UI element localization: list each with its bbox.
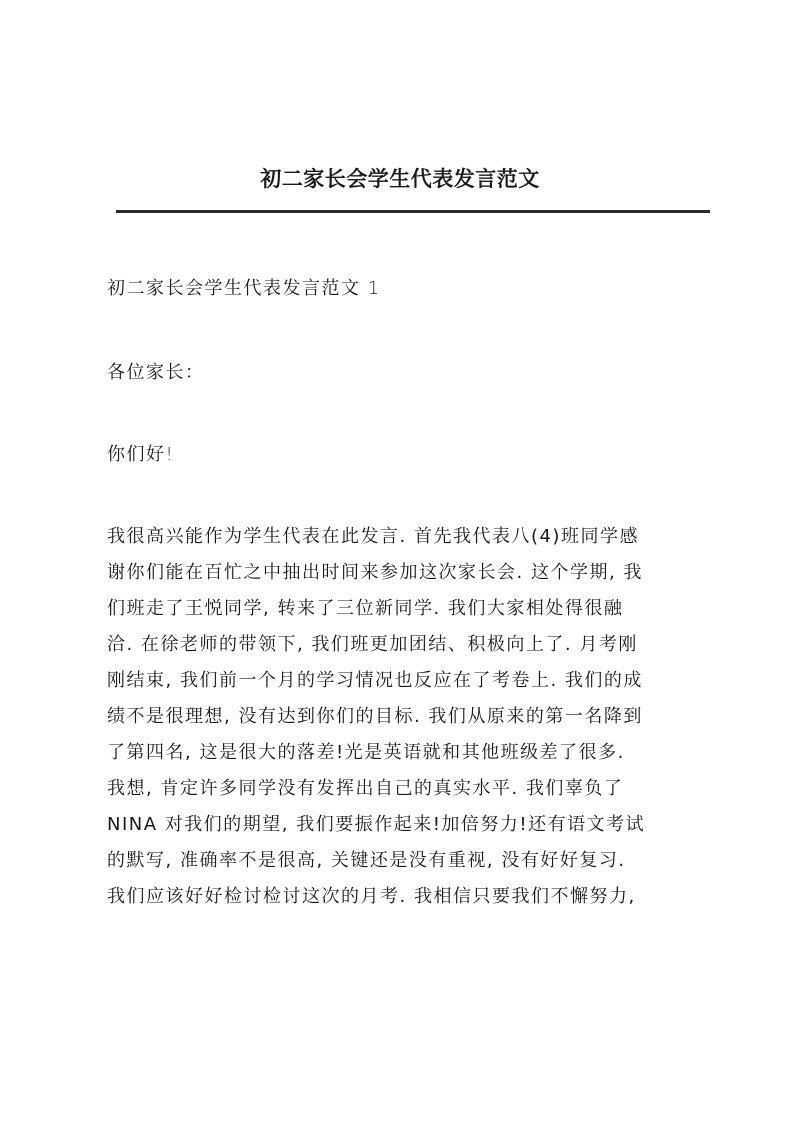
document-title: 初二家长会学生代表发言范文 — [260, 166, 540, 191]
body-paragraph — [107, 522, 699, 918]
body-line: 的默写, 准确率不是很高, 关键还是没有重视, 没有好好复习. — [107, 850, 626, 871]
body-line: 了第四名, 这是很大的落差!光是英语就和其他班级差了很多. — [107, 742, 625, 763]
body-line: 谢你们能在百忙之中抽出时间来参加这次家长会. 这个学期, 我 — [107, 562, 643, 583]
hello-text: 你们好! — [107, 444, 175, 465]
body-line: NINA 对我们的期望, 我们要振作起来!加倍努力!还有语文考试 — [107, 814, 646, 835]
body-line: 刚结束, 我们前一个月的学习情况也反应在了考卷上. 我们的成 — [107, 670, 643, 691]
body-line: 们班走了王悦同学, 转来了三位新同学. 我们大家相处得很融 — [107, 598, 624, 619]
body-line: 我很高兴能作为学生代表在此发言. 首先我代表八(4)班同学感 — [107, 526, 639, 547]
body-line: 我们应该好好检讨检讨这次的月考. 我相信只要我们不懈努力, — [107, 886, 636, 907]
title-underline — [116, 210, 710, 213]
section-heading: 初二家长会学生代表发言范文 1 — [107, 278, 381, 299]
body-line: 洽. 在徐老师的带领下, 我们班更加团结、积极向上了. 月考刚 — [107, 634, 638, 655]
body-line: 绩不是很理想, 没有达到你们的目标. 我们从原来的第一名降到 — [107, 706, 643, 727]
greeting-text: 各位家长： — [107, 362, 205, 383]
body-line: 我想, 肯定许多同学没有发挥出自己的真实水平. 我们辜负了 — [107, 778, 624, 799]
